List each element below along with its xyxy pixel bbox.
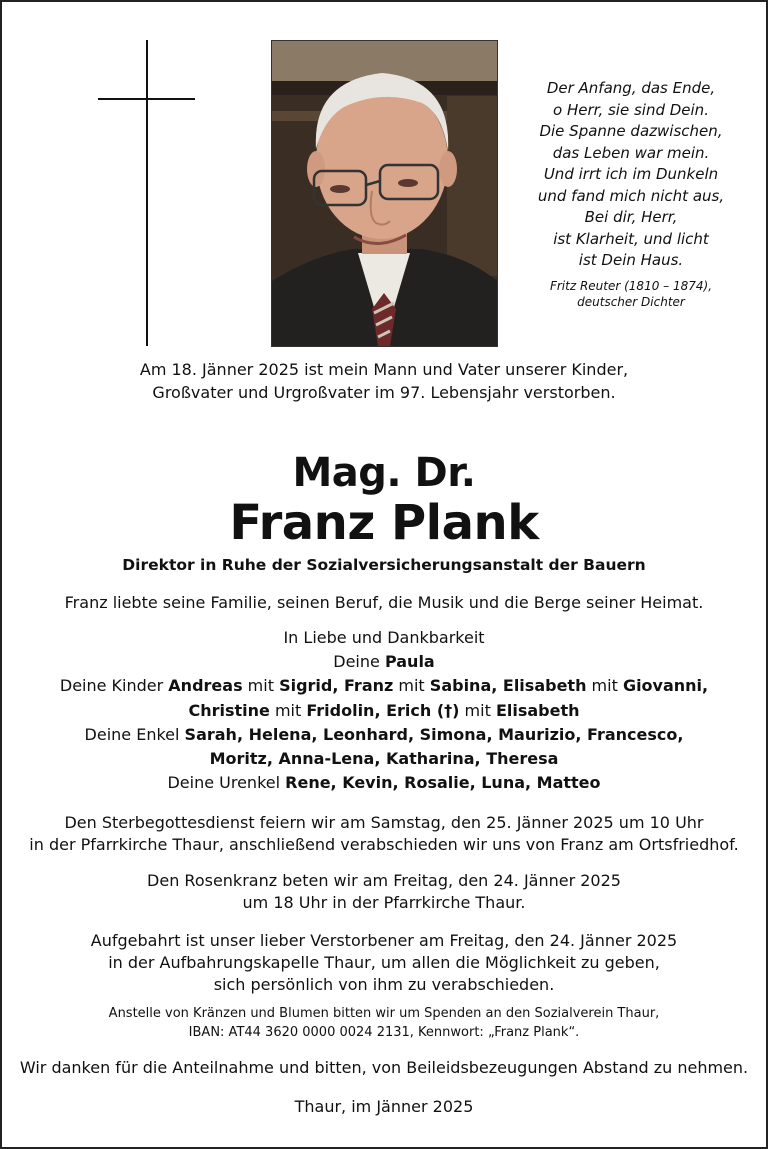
label: Deine Enkel	[84, 724, 185, 744]
mourners-children-cont	[2, 699, 766, 723]
poem-line: das Leben war mein.	[552, 143, 710, 162]
viewing-info	[2, 930, 766, 996]
funeral-mass-info	[2, 812, 766, 856]
great-grandchildren-names: Rene, Kevin, Rosalie, Luna, Matteo	[285, 773, 601, 793]
mourners-list	[2, 626, 766, 795]
mourners-wife	[2, 650, 766, 674]
child-name: Elisabeth	[495, 700, 580, 720]
label: Deine Kinder	[59, 676, 169, 696]
label: Deine Urenkel	[167, 773, 286, 793]
info-line: Den Rosenkranz beten wir am Freitag, den 24. Jänner 2025	[147, 871, 621, 890]
sep: mit	[242, 676, 280, 696]
poem-line: Die Spanne dazwischen,	[539, 122, 723, 140]
grandchildren-names: Sarah, Helena, Leonhard, Simona, Maurizio, Francesco,	[184, 724, 684, 744]
bio-sentence: Franz liebte seine Familie, seinen Beruf, die Musik und die Berge seiner Heimat.	[64, 593, 704, 612]
mourners-great-grandchildren	[2, 771, 766, 795]
info-line: Aufgebahrt ist unser lieber Verstorbener am Freitag, den 24. Jänner 2025	[90, 931, 678, 950]
announcement-line: Am 18. Jänner 2025 ist mein Mann und Vater unserer Kinder,	[139, 360, 629, 379]
poem-line: Der Anfang, das Ende,	[546, 79, 716, 97]
poem-author	[502, 278, 760, 310]
poem	[502, 78, 760, 310]
child-name: Giovanni,	[622, 676, 709, 696]
cross-icon-bar	[98, 98, 195, 100]
thanks-note: Wir danken für die Anteilnahme und bitten, von Beileidsbezeugungen Abstand zu nehmen.	[19, 1058, 749, 1077]
sep: mit	[269, 700, 307, 720]
mourners-grandchildren	[2, 723, 766, 747]
deceased-position: Direktor in Ruhe der Sozialversicherungsanstalt der Bauern	[122, 556, 646, 574]
sep: mit	[459, 700, 496, 720]
poem-line: o Herr, sie sind Dein.	[553, 100, 709, 119]
grandchildren-names: Moritz, Anna-Lena, Katharina, Theresa	[209, 749, 559, 769]
place-date: Thaur, im Jänner 2025	[294, 1097, 474, 1116]
child-name: Fridolin, Erich (†)	[306, 700, 460, 720]
child-name: Andreas	[168, 676, 243, 696]
iban-line: IBAN: AT44 3620 0000 0024 2131, Kennwort: „Franz Plank“.	[188, 1025, 580, 1040]
poem-line: Bei dir, Herr,	[584, 208, 678, 226]
wife-name: Paula	[384, 652, 435, 672]
poem-line: und fand mich nicht aus,	[537, 186, 725, 205]
sep: mit	[393, 676, 430, 696]
child-name: Sigrid, Franz	[279, 676, 394, 696]
poem-line: ist Dein Haus.	[578, 251, 684, 269]
poem-author-line: Fritz Reuter (1810 – 1874),	[549, 278, 713, 293]
info-line: in der Aufbahrungskapelle Thaur, um allen die Möglichkeit zu geben,	[108, 953, 660, 972]
info-line: um 18 Uhr in der Pfarrkirche Thaur.	[242, 893, 526, 912]
deceased-title: Mag. Dr.	[292, 450, 476, 496]
portrait-photo	[271, 40, 498, 347]
deceased-name: Franz Plank	[229, 495, 539, 551]
portrait-illustration	[272, 41, 497, 346]
label: Deine	[333, 652, 385, 672]
mourners-opening: In Liebe und Dankbarkeit	[283, 628, 485, 647]
poem-line: Und irrt ich im Dunkeln	[543, 165, 719, 183]
poem-line: ist Klarheit, und licht	[553, 229, 709, 248]
poem-author-line: deutscher Dichter	[577, 294, 685, 309]
death-announcement	[2, 358, 766, 404]
child-name: Christine	[188, 700, 270, 720]
mourners-grandchildren-cont	[2, 747, 766, 771]
cross-icon	[146, 40, 148, 346]
mourners-children	[2, 674, 766, 698]
info-line: Den Sterbegottesdienst feiern wir am Samstag, den 25. Jänner 2025 um 10 Uhr	[64, 813, 704, 832]
info-line: Anstelle von Kränzen und Blumen bitten wir um Spenden an den Sozialverein Thaur,	[108, 1006, 660, 1021]
info-line: in der Pfarrkirche Thaur, anschließend verabschieden wir uns von Franz am Ortsfriedhof.	[29, 835, 739, 854]
rosary-info	[2, 870, 766, 914]
info-line: sich persönlich von ihm zu verabschieden.	[213, 975, 555, 994]
child-name: Sabina, Elisabeth	[429, 676, 587, 696]
sep: mit	[586, 676, 623, 696]
announcement-line: Großvater und Urgroßvater im 97. Lebensjahr verstorben.	[152, 383, 616, 402]
donation-info	[2, 1004, 766, 1042]
